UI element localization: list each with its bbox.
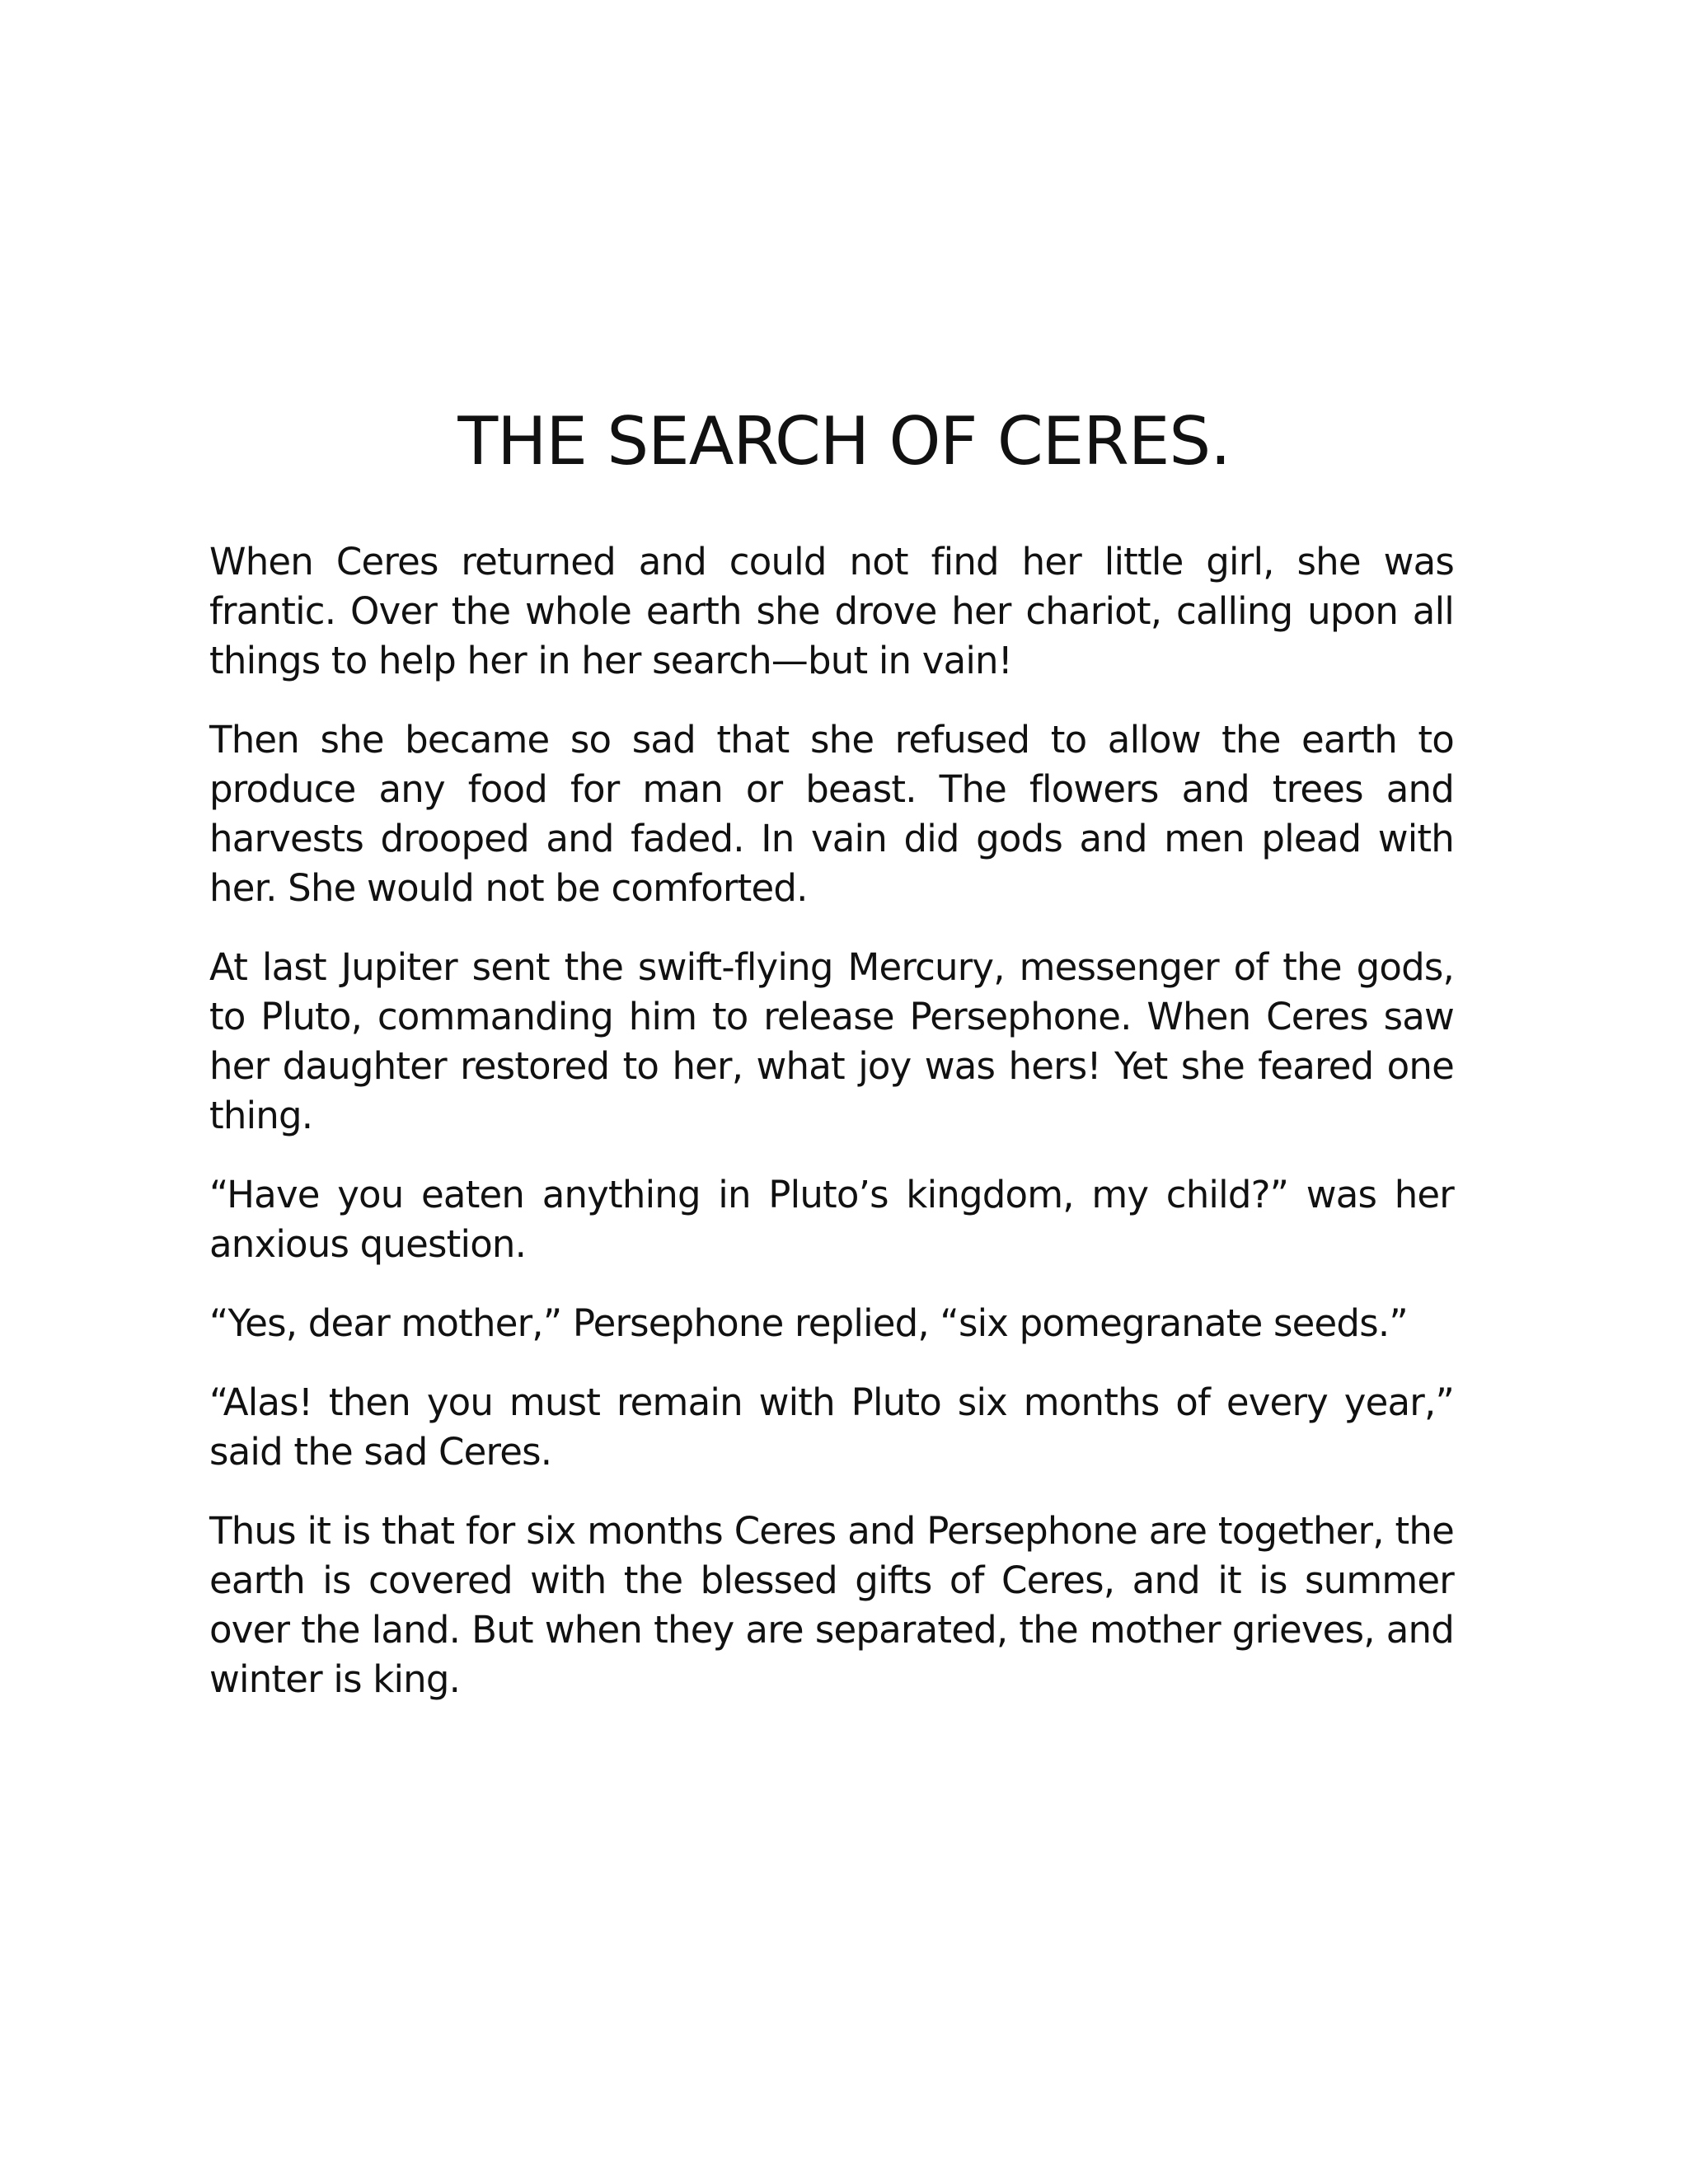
paragraph: Then she became so sad that she refused to allow the earth to produce any food for man or beast. The flowers and trees and harvests drooped and faded. In vain did gods and men plead with her. She would not be comforted. [209,718,1454,910]
paragraph: “Yes, dear mother,” Persephone replied, “six pomegranate seeds.” [209,1301,1408,1345]
paragraph: Thus it is that for six months Ceres and Persephone are together, the earth is covered with the blessed gifts of Ceres, and it is summer over the land. But when they are separated, the mother grieves, and winter is king. [209,1509,1454,1701]
page-title: THE SEARCH OF CERES. [457,403,1231,480]
paragraph: When Ceres returned and could not find her little girl, she was frantic. Over the whole earth she drove her chariot, calling upon all things to help her in her search—but in vain! [209,540,1454,682]
story-body [209,537,1454,1734]
paragraph: “Have you eaten anything in Pluto’s kingdom, my child?” was her anxious question. [209,1173,1454,1266]
paragraph: At last Jupiter sent the swift-flying Mercury, messenger of the gods, to Pluto, commanding him to release Persephone. When Ceres saw her daughter restored to her, what joy was hers! Yet she feared one thing. [209,945,1454,1137]
paragraph: “Alas! then you must remain with Pluto six months of every year,” said the sad Ceres. [209,1380,1454,1474]
